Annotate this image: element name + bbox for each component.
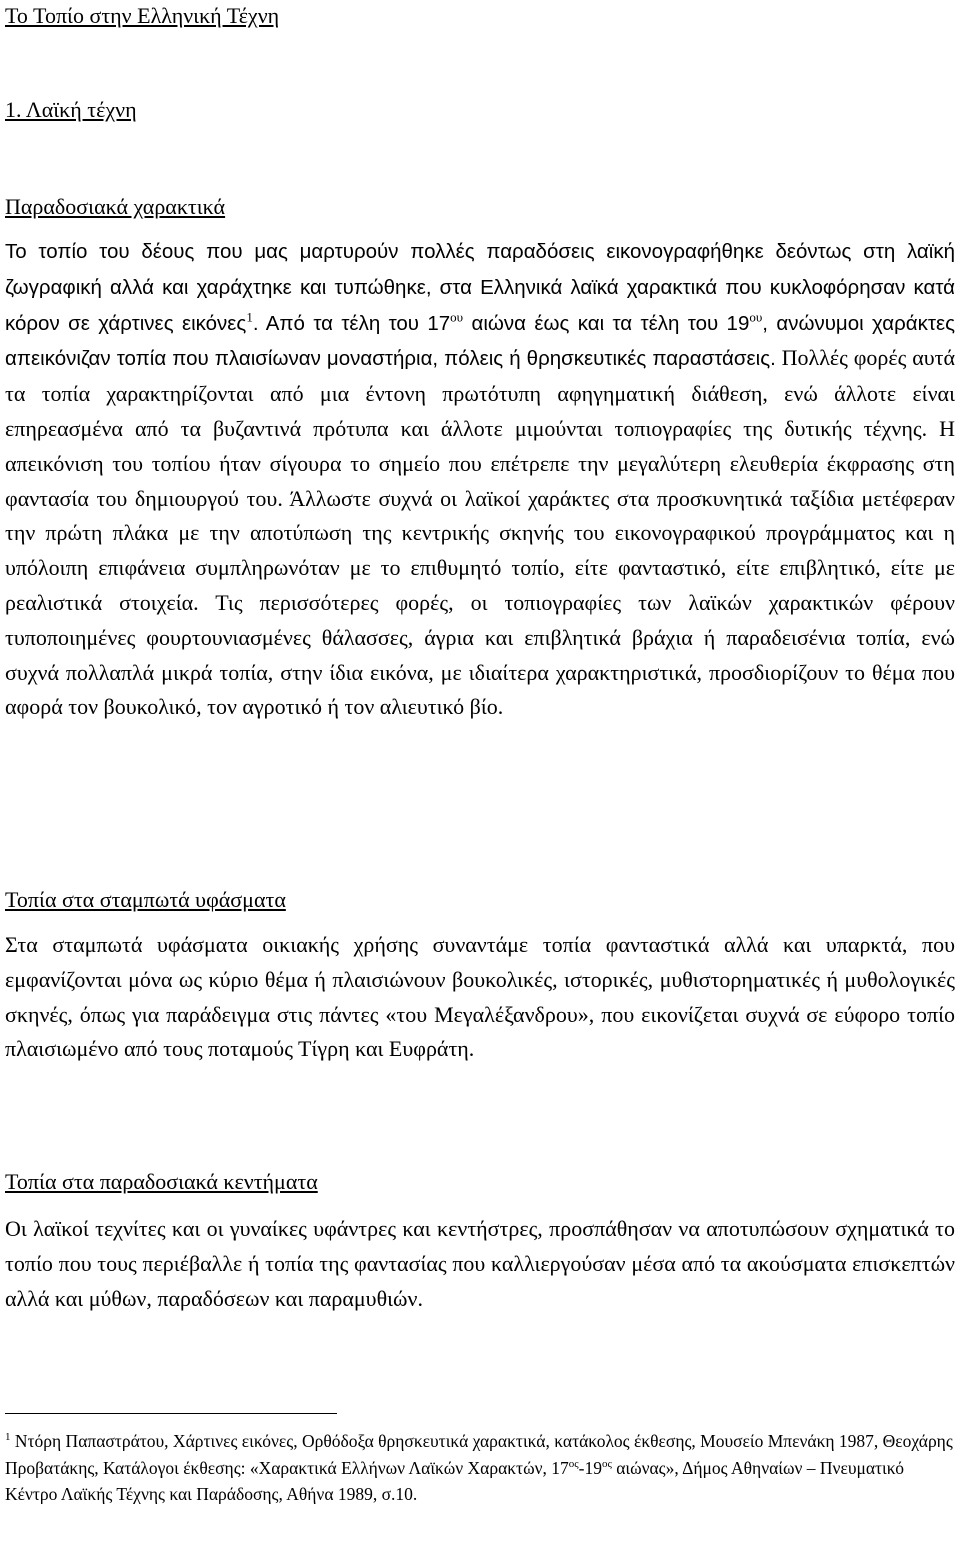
paragraph-engravings-intro: Το τοπίο του δέους που μας μαρτυρούν πολλές παραδόσεις εικονογραφήθηκε δεόντως στη λαϊκή ζωγραφική αλλά και χαράχτηκε και τυπώθηκε, στα Ελληνικά λαϊκά χαρακτικά που κυκλοφόρησαν κατά κόρον σε χάρτινες εικόνες xyxy=(5,240,955,335)
footnote-divider xyxy=(5,1413,337,1414)
paragraph-printed-fabrics: Στα σταμπωτά υφάσματα οικιακής χρήσης συναντάμε τοπία φανταστικά αλλά και υπαρκτά, που εμφανίζονται μόνα ως κύριο θέμα ή πλαισιώνουν βουκολικές, ιστορικές, μυθιστορηματικές ή μυθολογικές σκηνές, όπως για παράδειγμα στις πάντες «του Μεγαλέξανδρου», που εικονίζεται συχνά σε εύφορο τοπίο πλαισιωμένο από τους ποταμούς Τίγρη και Ευφράτη. xyxy=(5,932,955,1062)
paragraph-embroidery: Οι λαϊκοί τεχνίτες και οι γυναίκες υφάντρες και κεντήστρες, προσπάθησαν να αποτυπώσουν σχηματικά το τοπίο που τους περιέβαλλε ή τοπία της φαντασίας που καλλιεργούσαν μέσα από τα ακούσματα επισκεπτών αλλά και μύθων, παραδόσεων και παραμυθιών. xyxy=(5,1216,955,1311)
paragraph-engravings-body: Πολλές φορές αυτά τα τοπία χαρακτηρίζονται από μια έντονη πρωτότυπη αφηγηματική διάθεση, ενώ άλλοτε είναι επηρεασμένα από τα βυζαντινά πρότυπα και άλλοτε μιμούνται τοπιογραφίες της δυτικής τέχνης. Η απεικόνιση του τοπίου ήταν σίγουρα το σημείο που επέτρεπε την μεγαλύτερη ελευθερία έκφρασης στη φαντασία του δημιουργού του. Άλλωστε συχνά οι λαϊκοί χαράκτες στα προσκυνητικά ταξίδια μετέφεραν την πρώτη πλάκα με την αποτύπωση της κεντρικής σκηνής του εικονογραφικού προγράμματος και η υπόλοιπη επιφάνεια συμπληρωνόταν με το επιθυμητό τοπίο, είτε φανταστικό, είτε επιβλητικό, είτε με ρεαλιστικά στοιχεία. Τις περισσότερες φορές, οι τοπιογραφίες των λαϊκών χαρακτικών φέρουν τυποποιημένες φουρτουνιασμένες θάλασσες, άγρια και επιβλητικά βράχια ή παραδεισένια τοπία, ενώ συχνά πολλαπλά μικρά τοπία, στην ίδια εικόνα, με ιδιαίτερα χαρακτηριστικά, προσδιορίζουν το θέμα που αφορά τον βουκολικό, τον αγροτικό ή τον αλιευτικό βίο. xyxy=(5,345,955,720)
document-title: Το Τοπίο στην Ελληνική Τέχνη xyxy=(5,3,280,28)
subsection-heading-embroidery: Τοπία στα παραδοσιακά κεντήματα xyxy=(5,1169,318,1194)
paragraph-engravings: Το τοπίο του δέους που μας μαρτυρούν πολλές παραδόσεις εικονογραφήθηκε δεόντως στη λαϊκή ζωγραφική αλλά και χαράχτηκε και τυπώθηκε, στα Ελληνικά λαϊκά χαρακτικά που κυκλοφόρησαν κατά κόρον σε χάρτινες εικόνες$^1$. Από τα τέλη του $17^{o\upsilon}$ αιώνα έως και τα τέλη του $19^{o\upsilon}$, ανώνυμοι χαράκτες απεικόνιζαν τοπία που πλαισίωναν μοναστήρια, πόλεις ή θρησκευτικές παραστάσεις. Πολλές φορές αυτά τα τοπία χαρακτηρίζονται από μια έντονη πρωτότυπη αφηγηματική διάθεση, ενώ άλλοτε είναι επηρεασμένα από τα βυζαντινά πρότυπα και άλλοτε μιμούνται τοπιογραφίες της δυτικής τέχνης. Η απεικόνιση του τοπίου ήταν σίγουρα το σημείο που επέτρεπε την μεγαλύτερη ελευθερία έκφρασης στη φαντασία του δημιουργού του. Άλλωστε συχνά οι λαϊκοί χαράκτες στα προσκυνητικά ταξίδια μετέφεραν την πρώτη πλάκα με την αποτύπωση της κεντρικής σκηνής του εικονογραφικού προγράμματος και η υπόλοιπη επιφάνεια συμπληρωνόταν με το επιθυμητό τοπίο, είτε φανταστικό, είτε επιβλητικό, είτε με ρεαλιστικά στοιχεία. Τις περισσότερες φορές, οι τοπιογραφίες των λαϊκών χαρακτικών φέρουν τυποποιημένες φουρτουνιασμένες θάλασσες, άγρια και επιβλητικά βράχια ή παραδεισένια τοπία, ενώ συχνά πολλαπλά μικρά τοπία, στην ίδια εικόνα, με ιδιαίτερα χαρακτηριστικά, προσδιορίζουν το θέμα που αφορά τον βουκολικό, τον αγροτικό ή τον αλιευτικό βίο. xyxy=(5,240,955,720)
subsection-heading-engravings: Παραδοσιακά χαρακτικά xyxy=(5,194,226,219)
footnote: $^1$ Ντόρη Παπαστράτου, Χάρτινες εικόνες, Ορθόδοξα θρησκευτικά χαρακτικά, κατάκολος έκθεσης, Μουσείο Μπενάκη 1987, Θεοχάρης Προβατάκης, Κατάλογοι έκθεσης: «Χαρακτικά Ελλήνων Λαϊκών Χαρακτών, $17^{o\varsigma}-19^{o\varsigma}$ αιώνας», Δήμος Αθηναίων – Πνευματικό Κέντρο Λαϊκής Τέχνης και Παράδοσης, Αθήνα 1989, σ.10. xyxy=(5,1431,953,1504)
footnote-reference[interactable]: 1 xyxy=(246,309,253,325)
subsection-heading-printed-fabrics: Τοπία στα σταμπωτά υφάσματα xyxy=(5,887,286,912)
section-heading-folk-art: 1. Λαϊκή τέχνη xyxy=(5,97,137,122)
footnote-text: Ντόρη Παπαστράτου, Χάρτινες εικόνες, Ορθόδοξα θρησκευτικά χαρακτικά, κατάκολος έκθεσης, Μουσείο Μπενάκη 1987, Θεοχάρης Προβατάκης, Κατάλογοι έκθεσης: «Χαρακτικά Ελλήνων Λαϊκών Χαρακτών, 17 xyxy=(5,1431,953,1478)
footnote-marker: 1 xyxy=(5,1431,11,1444)
